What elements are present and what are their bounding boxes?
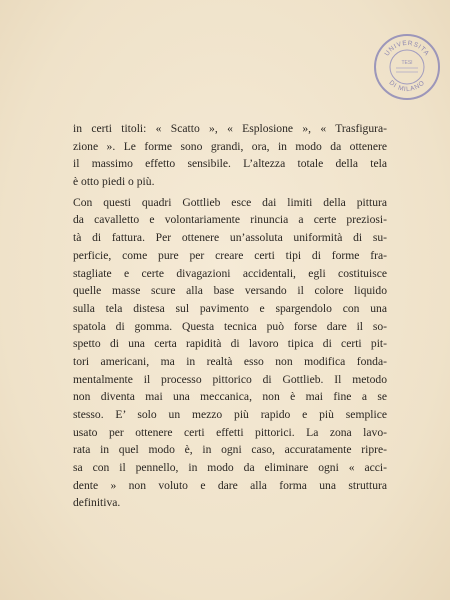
text-line: quelle masse scure alla base versando il colore liquido: [73, 284, 387, 298]
svg-text:TESI: TESI: [401, 60, 413, 66]
text-line: mentalmente il processo pittorico di Gottlieb. Il metodo: [73, 372, 387, 386]
text-line: definitiva.: [73, 496, 121, 510]
text-line: stagliate e certe divagazioni accidentali, egli costituisce: [73, 266, 387, 280]
text-line: spetto di una certa rapidità di lavoro tipica di certi pit-: [73, 337, 387, 351]
body-text: [73, 120, 387, 512]
paragraph: [73, 120, 387, 191]
text-line: sulla tela distesa sul pavimento e spargendolo con una: [73, 301, 387, 315]
text-line: spatola di gomma. Questa tecnica può forse dare il so-: [73, 319, 387, 333]
library-stamp: [374, 34, 440, 100]
text-line: rata in quel modo è, in ogni caso, accuratamente ripre-: [73, 443, 387, 457]
text-line: da cavalletto e volontariamente rinuncia a certe preziosi-: [73, 213, 387, 227]
text-line: Con questi quadri Gottlieb esce dai limiti della pittura: [73, 195, 387, 209]
text-line: stesso. E’ solo un mezzo più rapido e più semplice: [73, 408, 387, 421]
text-line: in certi titoli: « Scatto », « Esplosione », « Trasfigura-: [73, 122, 387, 135]
text-line: tori americani, ma in realtà esso non modifica fonda-: [73, 354, 387, 368]
text-line: zione ». Le forme sono grandi, ora, in modo da ottenere: [73, 139, 387, 153]
text-line: usato per ottenere certi effetti pittorici. La zona lavo-: [73, 425, 387, 439]
text-line: dente » non voluto e dare alla forma una struttura: [73, 478, 387, 492]
text-line: tà di fattura. Per ottenere un’assoluta uniformità di su-: [73, 231, 387, 245]
text-line: non diventa mai una meccanica, non è mai fine a se: [73, 390, 387, 404]
stamp-seal-icon: [374, 34, 440, 100]
paragraph: [73, 194, 387, 512]
svg-text:DI MILANO: DI MILANO: [387, 79, 427, 94]
text-line: sa con il pennello, in modo da eliminare ogni « acci-: [73, 461, 387, 475]
text-line: è otto piedi o più.: [73, 175, 155, 189]
svg-text:UNIVERSITA: UNIVERSITA: [383, 39, 431, 58]
text-line: il massimo effetto sensibile. L’altezza totale della tela: [73, 157, 387, 171]
text-line: perficie, come pure per creare certi tipi di forme fra-: [73, 248, 387, 262]
